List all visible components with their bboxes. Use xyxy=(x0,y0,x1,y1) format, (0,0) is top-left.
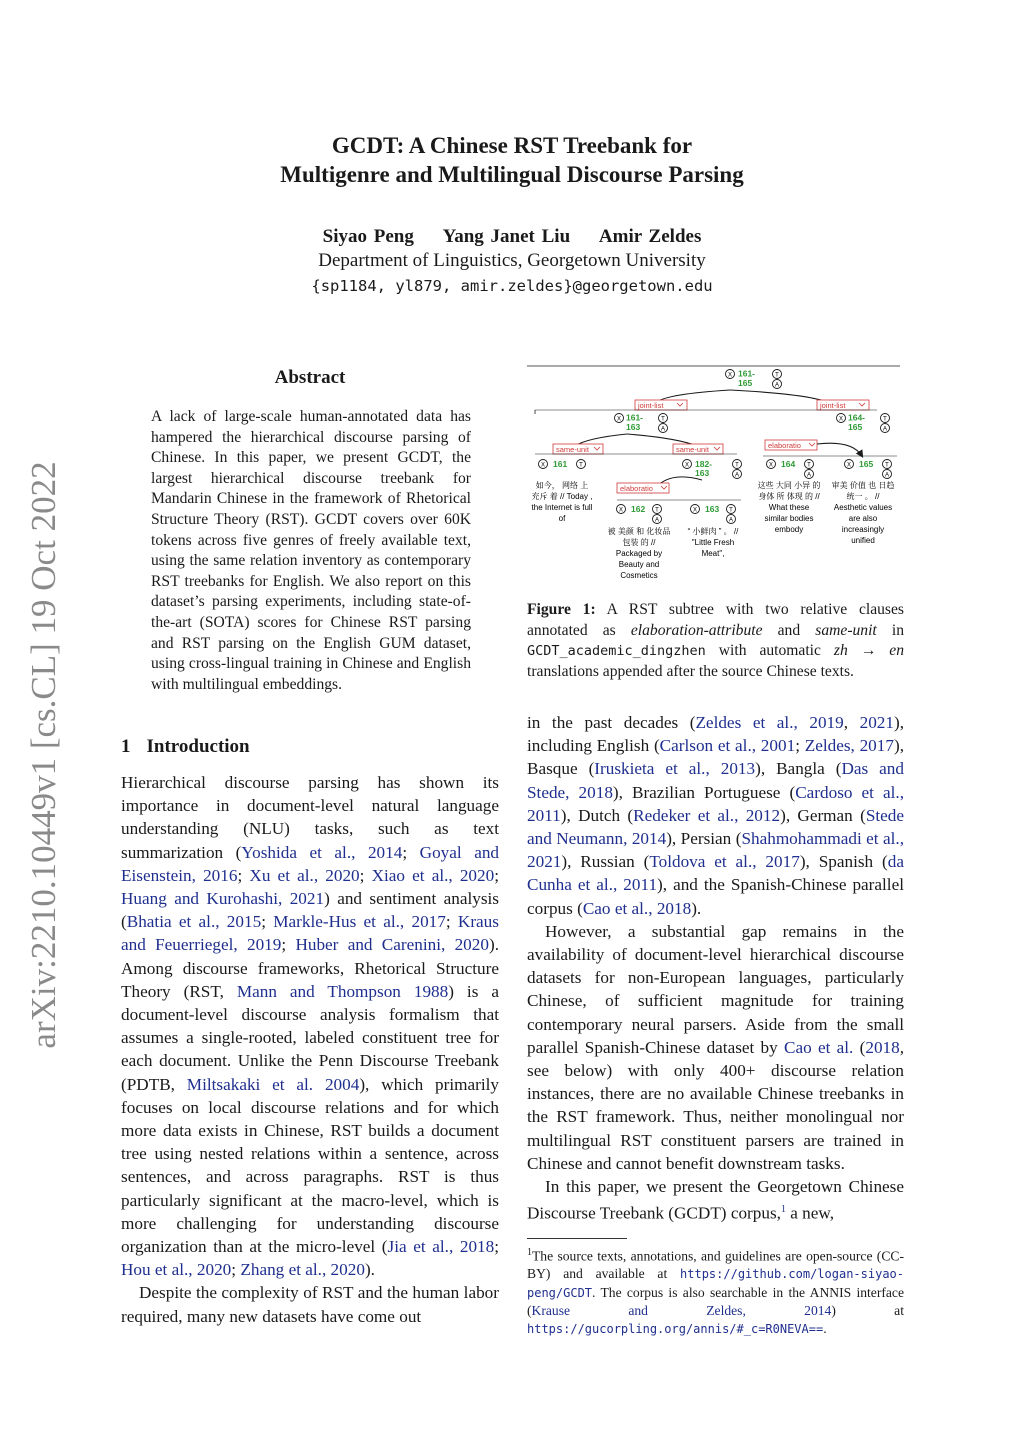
footnote-number: 1 xyxy=(527,1247,532,1258)
figure-label: Figure 1: xyxy=(527,601,596,618)
citation-link[interactable]: Toldova et al., 2017 xyxy=(649,852,800,872)
svg-text:T: T xyxy=(735,462,739,469)
svg-text:164: 164 xyxy=(781,459,796,469)
svg-text:A: A xyxy=(660,426,666,433)
svg-text:这些 大同 小异 的: 这些 大同 小异 的 xyxy=(757,481,821,490)
svg-text:T: T xyxy=(807,462,811,469)
citation-link[interactable]: Krause and Zeldes, 2014 xyxy=(531,1303,832,1319)
abstract-heading: Abstract xyxy=(274,367,346,388)
document-id: GCDT_academic_dingzhen xyxy=(527,643,706,660)
svg-text:X: X xyxy=(768,462,774,469)
citation-link[interactable]: 2018 xyxy=(865,1037,900,1057)
svg-text:of: of xyxy=(558,514,566,523)
paper-title-line1: GCDT: A Chinese RST Treebank for xyxy=(331,133,693,158)
svg-text:X: X xyxy=(838,416,844,423)
citation-link[interactable]: Zeldes, 2017 xyxy=(804,736,894,756)
svg-text:162: 162 xyxy=(631,504,646,514)
citation-link[interactable]: 2021 xyxy=(859,713,894,732)
tree-leaf-162 xyxy=(608,504,671,580)
svg-text:163: 163 xyxy=(695,468,710,478)
citation-link[interactable]: Bhatia et al., 2015 xyxy=(126,912,262,932)
author-list xyxy=(0,226,1024,248)
citation-link[interactable]: Markle-Hus et al., 2017 xyxy=(273,912,446,932)
svg-text:same-unit: same-unit xyxy=(676,445,709,454)
section-title: Introduction xyxy=(146,736,250,757)
svg-text:joint-list: joint-list xyxy=(820,401,846,410)
tree-leaf-161 xyxy=(532,459,593,523)
footnote: $^1$The source texts, annotations, and guidelines are open-source (CC-BY) and available at https://github.com/logan-siyao-peng/GCDT. The corpus is also searchable in the ANNIS interface (Krause and Zeldes, 2014) at https://gucorpling.org/annis/#_c=R0NEVA==. xyxy=(527,1247,904,1336)
citation-link[interactable]: Mann and Thompson 1988 xyxy=(236,981,449,1001)
svg-text:A: A xyxy=(654,517,660,524)
x-icon-glyph: X xyxy=(727,372,733,379)
figure-rst-tree xyxy=(527,362,904,587)
citation-link[interactable]: Yoshida et al., 2014 xyxy=(241,842,403,862)
author-name: Amir Zeldes xyxy=(598,226,702,247)
intro-paragraph-3: in the past decades (Zeldes et al., 2019, 2021), including English (Carlson et al., 2001; Zeldes, 2017), Basque (Iruskieta et al., 2013), Bangla (Das and Stede, 2018), Brazilian Portuguese (Cardoso et al., 2011), Dutch (Redeker et al., 2012), German (Stede and Neumann, 2014), Persian (Shahmohammadi et al., 2021), Russian (Toldova et al., 2017), Spanish (da Cunha et al., 2011), and the Spanish-Chinese parallel corpus (Cao et al., 2018). xyxy=(527,713,905,918)
citation-link[interactable]: Redeker et al., 2012 xyxy=(633,805,781,825)
svg-text:“ 小鲜肉 ” 。 //: “ 小鲜肉 ” 。 // xyxy=(687,527,739,536)
svg-text:X: X xyxy=(684,462,690,469)
svg-text:161-: 161- xyxy=(738,368,756,379)
citation-link[interactable]: Zeldes et al., 2019 xyxy=(695,713,844,732)
right-column-body xyxy=(527,711,904,1225)
author-name: Yang Janet Liu xyxy=(442,226,571,247)
tree-node-182-163 xyxy=(683,459,742,479)
svg-text:163: 163 xyxy=(705,504,720,514)
svg-text:A: A xyxy=(774,382,780,389)
svg-text:182-: 182- xyxy=(695,459,713,469)
svg-text:embody: embody xyxy=(774,525,804,534)
svg-text:包装 的 //: 包装 的 // xyxy=(622,538,656,547)
svg-text:X: X xyxy=(540,462,546,469)
citation-link[interactable]: Shahmohammadi et al., 2021 xyxy=(527,829,905,872)
author-emails[interactable]: {sp1184, yl879, amir.zeldes}@georgetown.edu xyxy=(311,277,713,295)
svg-text:T: T xyxy=(883,416,887,423)
svg-text:T: T xyxy=(655,507,659,514)
svg-text:joint-list: joint-list xyxy=(638,401,664,410)
svg-text:T: T xyxy=(579,462,583,469)
svg-text:165: 165 xyxy=(859,459,874,469)
section-number: 1 xyxy=(121,736,131,757)
tree-leaf-163 xyxy=(688,504,739,558)
citation-link[interactable]: Cao et al. xyxy=(784,1037,854,1057)
rst-tree-diagram xyxy=(527,362,904,587)
svg-text:Beauty and: Beauty and xyxy=(618,560,660,569)
citation-link[interactable]: da Cunha et al., 2011 xyxy=(527,852,904,895)
citation-link[interactable]: Xu et al., 2020 xyxy=(249,865,360,885)
relation-same-unit-1[interactable] xyxy=(553,444,603,454)
svg-text:如今， 网络 上: 如今， 网络 上 xyxy=(535,481,589,490)
svg-text:T: T xyxy=(729,507,733,514)
affiliation: Department of Linguistics, Georgetown University xyxy=(318,250,706,271)
svg-text:163: 163 xyxy=(626,422,641,432)
relation-joint-list-1[interactable] xyxy=(635,400,687,410)
svg-text:X: X xyxy=(618,507,624,514)
svg-text:are also: are also xyxy=(848,514,878,523)
svg-text:164-: 164- xyxy=(848,412,866,423)
tree-leaf-165 xyxy=(832,459,895,545)
svg-text:same-unit: same-unit xyxy=(556,445,589,454)
svg-text:充斥 着 // Today ,: 充斥 着 // Today , xyxy=(531,492,593,501)
svg-text:Meat",: Meat", xyxy=(701,549,725,558)
svg-text:increasingly: increasingly xyxy=(841,525,885,534)
svg-text:A: A xyxy=(884,472,890,479)
figure-caption: Figure 1: A RST subtree with two relative clauses annotated as elaboration-attribute and same-unit in GCDT_academic_dingzhen with automatic zh → en translations appended after the source Chinese texts. xyxy=(527,601,905,680)
citation-link[interactable]: Iruskieta et al., 2013 xyxy=(594,759,756,779)
relation-same-unit-2[interactable] xyxy=(673,444,723,454)
svg-text:X: X xyxy=(616,416,622,423)
svg-text:What these: What these xyxy=(768,503,810,512)
citation-link[interactable]: Jia et al., 2018 xyxy=(387,1237,495,1257)
annis-link[interactable]: https://gucorpling.org/annis/#_c=R0NEVA== xyxy=(527,1321,824,1336)
svg-text:161: 161 xyxy=(553,459,568,469)
citation-link[interactable]: Hou et al., 2020 xyxy=(121,1260,232,1280)
arxiv-identifier-margin xyxy=(18,455,70,1055)
intro-paragraph-5: In this paper, we present the Georgetown Chinese Discourse Treebank (GCDT) corpus,$^1$ a new, xyxy=(527,1177,904,1223)
svg-text:X: X xyxy=(846,462,852,469)
tree-leaf-164 xyxy=(758,459,821,534)
svg-text:审美 价值 也 日趋: 审美 价值 也 日趋 xyxy=(831,481,895,490)
citation-link[interactable]: Cardoso et al., 2011 xyxy=(527,782,904,825)
citation-link[interactable]: Kraus and Feuerriegel, 2019 xyxy=(121,912,499,955)
svg-text:161-: 161- xyxy=(626,412,644,423)
tree-node-164-165 xyxy=(837,413,890,433)
svg-text:统一 。 //: 统一 。 // xyxy=(846,492,880,501)
svg-text:A: A xyxy=(806,472,812,479)
footnote-divider xyxy=(527,1238,627,1239)
svg-text:Packaged by: Packaged by xyxy=(615,549,663,558)
left-column-body xyxy=(121,771,499,1328)
svg-text:T: T xyxy=(885,462,889,469)
relation-joint-list-2[interactable] xyxy=(817,400,869,410)
intro-paragraph-4: However, a substantial gap remains in the availability of document-level hierarchical discourse datasets for non-European languages, particularly Chinese, of sufficient magnitude for training contemporary neural parsers. Aside from the small parallel Spanish-Chinese dataset by Cao et al. (2018, see below) with only 400+ discourse relation instances, there are no available Chinese treebanks in the RST framework. Thus, neither monolingual nor multilingual RST constituent parsers are trained in Chinese and cannot benefit downstream tasks. xyxy=(527,921,905,1173)
intro-paragraph-2: Despite the complexity of RST and the human labor required, many new datasets have come out xyxy=(121,1283,499,1326)
citation-link[interactable]: Cao et al., 2018 xyxy=(582,898,692,918)
footnote-marker[interactable]: 1 xyxy=(780,1204,786,1216)
svg-text:X: X xyxy=(692,507,698,514)
svg-text:被 美颜 和 化妆品: 被 美颜 和 化妆品 xyxy=(607,527,671,536)
paper-title-line2: Multigenre and Multilingual Discourse Parsing xyxy=(280,162,744,187)
svg-text:elaboratio: elaboratio xyxy=(768,441,801,450)
svg-text:165: 165 xyxy=(848,422,863,432)
tree-node-root xyxy=(726,369,782,389)
svg-text:Cosmetics: Cosmetics xyxy=(620,571,658,580)
section-heading xyxy=(121,736,250,758)
svg-text:T: T xyxy=(775,372,779,379)
svg-text:the Internet is full: the Internet is full xyxy=(531,503,593,512)
citation-link[interactable]: Das and Stede, 2018 xyxy=(527,759,904,802)
tree-node-161-163 xyxy=(615,413,668,433)
citation-link[interactable]: Zhang et al., 2020 xyxy=(240,1260,365,1280)
intro-paragraph-1: Hierarchical discourse parsing has shown its importance in document-level natural language understanding (NLU) tasks, such as text summarization (Yoshida et al., 2014; Goyal and Eisenstein, 2016; Xu et al., 2020; Xiao et al., 2020; Huang and Kurohashi, 2021) and sentiment analysis (Bhatia et al., 2015; Markle-Hus et al., 2017; Kraus and Feuerriegel, 2019; Huber and Carenini, 2020). Among discourse frameworks, Rhetorical Structure Theory (RST, Mann and Thompson 1988) is a document-level discourse analysis formalism that assumes a single-rooted, labeled constituent tree for each document. Unlike the Penn Discourse Treebank (PDTB, Miltsakaki et al. 2004), which primarily focuses on local discourse relations and for which more data exists in Chinese, RST builds a document tree using nested relations within a sentence, across sentences, and across paragraphs. RST is thus particularly significant at the macro-level, which is more challenging for understanding discourse organization than at the micro-level (Jia et al., 2018; Hou et al., 2020; Zhang et al., 2020). xyxy=(121,773,500,1280)
svg-text:A: A xyxy=(728,517,734,524)
citation-link[interactable]: Stede and Neumann, 2014 xyxy=(527,805,904,849)
author-name: Siyao Peng xyxy=(322,226,414,247)
citation-link[interactable]: Huber and Carenini, 2020 xyxy=(295,935,489,955)
citation-link[interactable]: Goyal and Eisenstein, 2016 xyxy=(121,842,500,885)
svg-text:similar bodies: similar bodies xyxy=(764,514,814,523)
citation-link[interactable]: Miltsakaki et al. 2004 xyxy=(186,1074,360,1094)
svg-text:A: A xyxy=(734,472,740,479)
svg-text:A: A xyxy=(882,426,888,433)
relation-elaboration-2[interactable] xyxy=(765,440,817,450)
paper-title xyxy=(0,131,1024,189)
svg-text:"Little Fresh: "Little Fresh xyxy=(691,538,735,547)
abstract-text: A lack of large-scale human-annotated data has hampered the hierarchical discourse parsing of Chinese. In this paper, we present GCDT, the largest hierarchical discourse treebank for Mandarin Chinese in the framework of Rhetorical Structure Theory (RST). GCDT covers over 60K tokens across five genres of freely available text, using the same relation inventory as contemporary RST treebanks for English. We also report on this dataset’s parsing experiments, including state-of-the-art (SOTA) scores for Chinese RST parsing and RST parsing on the English GUM dataset, using cross-lingual training in Chinese and English with multilingual embeddings. xyxy=(151,408,471,693)
arxiv-identifier: arXiv:2210.10449v1 [cs.CL] 19 Oct 2022 xyxy=(24,461,63,1049)
svg-text:T: T xyxy=(661,416,665,423)
citation-link[interactable]: Huang and Kurohashi, 2021 xyxy=(121,889,325,909)
svg-text:身体 所 体现 的 //: 身体 所 体现 的 // xyxy=(758,492,820,501)
svg-text:unified: unified xyxy=(851,536,875,545)
github-link[interactable]: https://github.com/logan-siyao-peng/GCDT xyxy=(527,1267,904,1300)
svg-text:165: 165 xyxy=(738,378,753,388)
svg-text:Aesthetic values: Aesthetic values xyxy=(833,503,893,512)
relation-elaboration-1[interactable] xyxy=(617,483,669,493)
svg-text:elaboratio: elaboratio xyxy=(620,484,653,493)
citation-link[interactable]: Carlson et al., 2001 xyxy=(659,736,796,756)
citation-link[interactable]: Xiao et al., 2020 xyxy=(371,865,495,885)
